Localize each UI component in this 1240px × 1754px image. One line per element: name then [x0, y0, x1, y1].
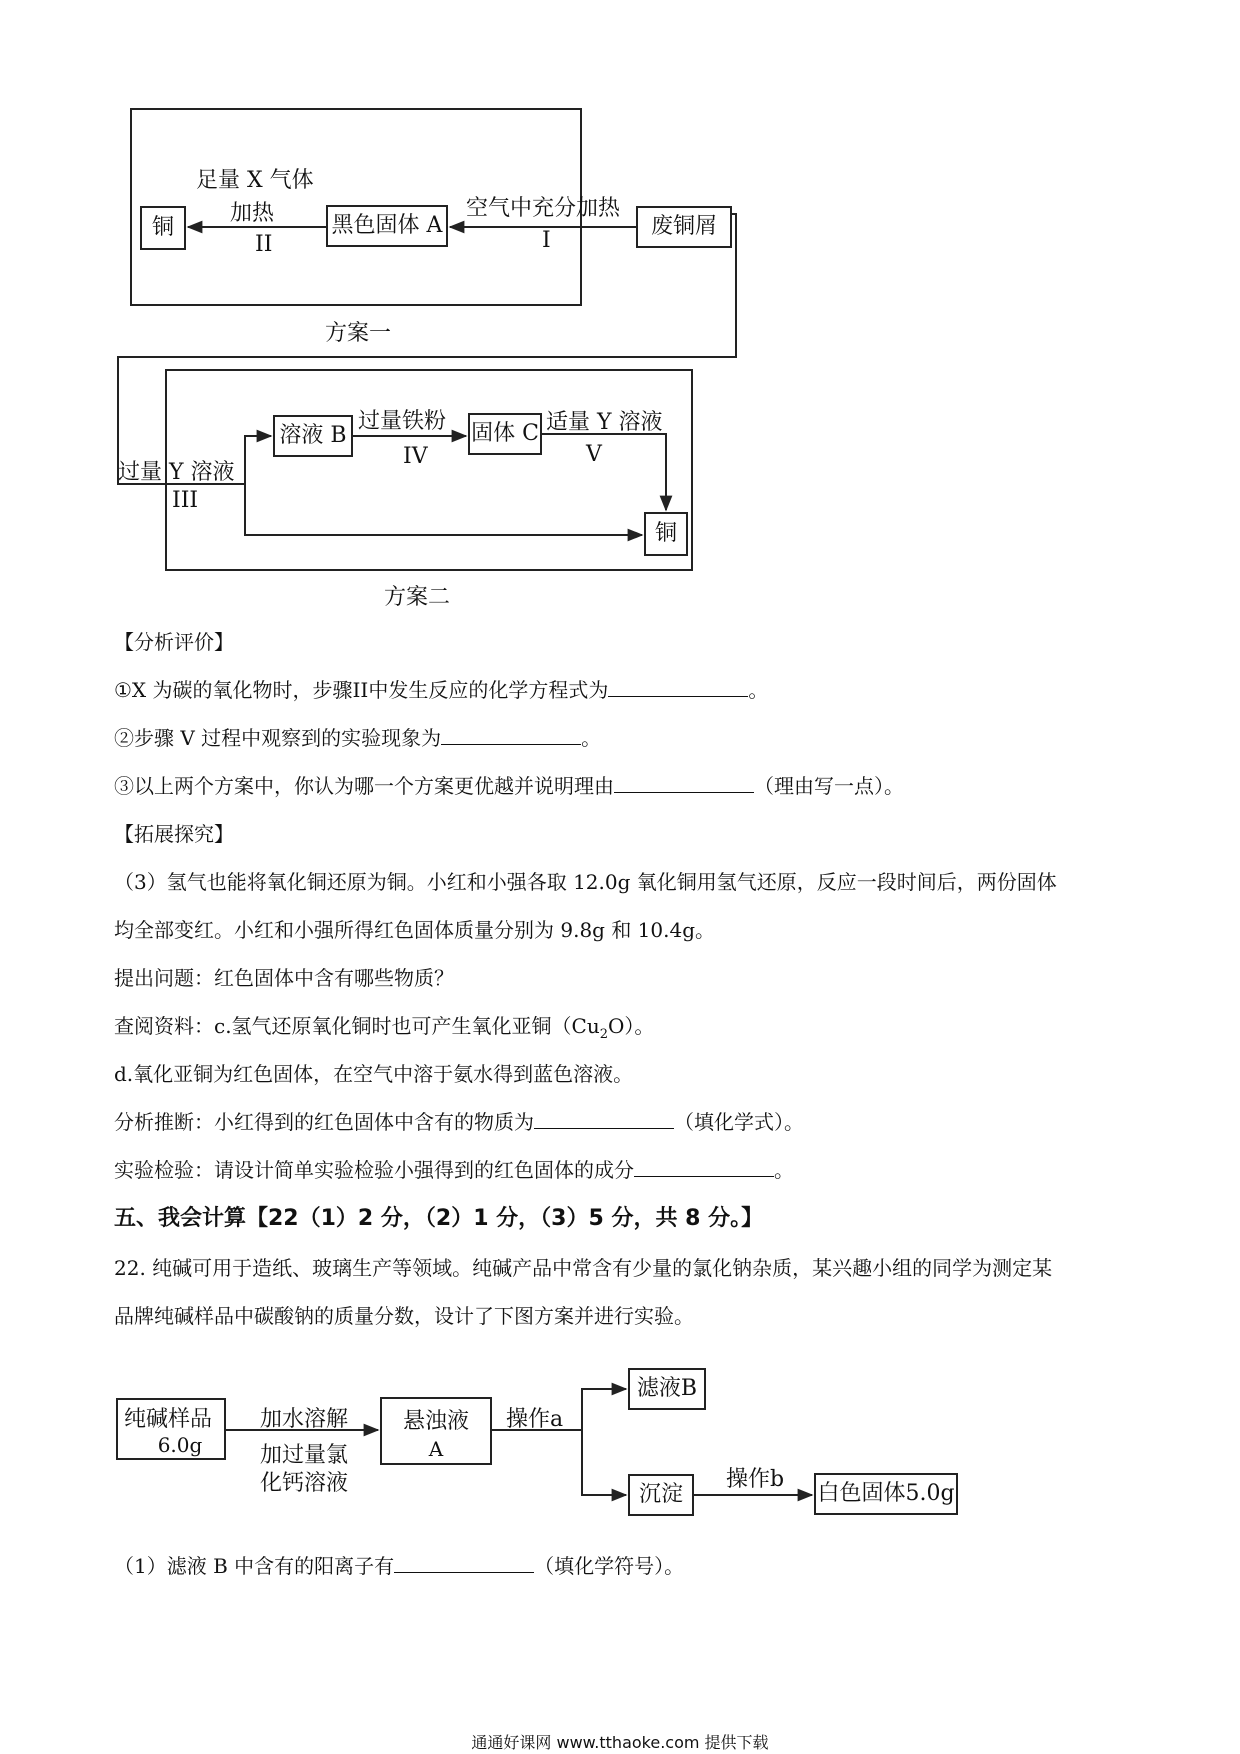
label-air-heat: 空气中充分加热 [466, 196, 621, 221]
node-suspension-line-1: 悬浊液 [402, 1409, 469, 1434]
question-1: ①X 为碳的氧化物时，步骤II中发生反应的化学方程式为 。 [114, 678, 769, 702]
node-solid-c-label: 固体 C [471, 421, 539, 446]
answer-blank-2[interactable] [441, 724, 581, 745]
reference-c: 查阅资料：c.氢气还原氧化铜时也可产生氧化亚铜$(Cu_2O)$。 [114, 1014, 655, 1042]
question-22-part-1: （1）滤液 B 中含有的阳离子有 （填化学符号）。 [114, 1554, 685, 1578]
analysis-heading: 【分析评价】 [114, 630, 234, 654]
label-step-2: II [255, 232, 273, 257]
node-suspension-line-2: A [428, 1437, 444, 1461]
node-solution-b-label: 溶液 B [279, 423, 347, 448]
label-heat: 加热 [230, 201, 275, 226]
label-operation-b: 操作b [726, 1467, 785, 1492]
label-cacl2-line-1: 加过量氯 [260, 1443, 349, 1468]
part-3-line-1: （3）氢气也能将氧化铜还原为铜。小红和小强各取 12.0g 氧化铜用氢气还原，反应一段时间后，两份固体 [114, 870, 1057, 894]
node-sample-line-1: 纯碱样品 [123, 1407, 212, 1432]
node-sample-line-2: 6.0g [157, 1433, 203, 1457]
extend-heading: 【拓展探究】 [114, 822, 234, 846]
arrow-to-filtrate [582, 1389, 626, 1430]
caption-plan-two: 方案二 [384, 585, 451, 610]
question-3: ③以上两个方案中，你认为哪一个方案更优越并说明理由 （理由写一点）。 [114, 774, 904, 798]
verification: 实验检验：请设计简单实验检验小强得到的红色固体的成分 。 [114, 1158, 794, 1182]
arrow-to-precipitate [582, 1430, 626, 1495]
node-copper-1-label: 铜 [151, 215, 174, 240]
inference: 分析推断：小红得到的红色固体中含有的物质为 （填化学式）。 [114, 1110, 804, 1134]
label-step-5: V [586, 442, 602, 467]
node-black-solid-a-label: 黑色固体 A [331, 213, 443, 238]
raise-question: 提出问题：红色固体中含有哪些物质？ [114, 966, 454, 990]
plan-two-frame [165, 369, 693, 571]
answer-blank-1[interactable] [608, 676, 748, 697]
node-filtrate-b-label: 滤液B [636, 1376, 698, 1401]
question-22-line-2: 品牌纯碱样品中碳酸钠的质量分数，设计了下图方案并进行实验。 [114, 1304, 694, 1328]
label-cacl2-line-2: 化钙溶液 [260, 1471, 349, 1496]
node-waste-copper-label: 废铜屑 [650, 214, 717, 239]
reference-d: d.氧化亚铜为红色固体，在空气中溶于氨水得到蓝色溶液。 [114, 1062, 634, 1086]
question-2: ②步骤 V 过程中观察到的实验现象为 。 [114, 726, 602, 750]
answer-blank-4[interactable] [534, 1108, 674, 1129]
label-step-3: III [172, 488, 199, 513]
label-operation-a: 操作a [506, 1407, 564, 1432]
label-add-water: 加水溶解 [260, 1407, 349, 1432]
answer-blank-3[interactable] [614, 772, 754, 793]
page-footer: 通通好课网 www.tthaoke.com 提供下载 [471, 1733, 769, 1752]
label-step-1: I [542, 228, 551, 253]
answer-blank-5[interactable] [634, 1156, 774, 1177]
label-x-gas: 足量 X 气体 [196, 168, 314, 193]
label-iron-powder: 过量铁粉 [358, 409, 447, 434]
node-copper-2-label: 铜 [654, 521, 677, 546]
caption-plan-one: 方案一 [325, 321, 392, 346]
label-y-proper: 适量 Y 溶液 [546, 410, 663, 435]
question-22-line-1: 22. 纯碱可用于造纸、玻璃生产等领域。纯碱产品中常含有少量的氯化钠杂质，某兴趣小组的同学为测定某 [114, 1256, 1053, 1280]
label-y-excess: 过量 Y 溶液 [118, 460, 235, 485]
node-white-solid-label: 白色固体5.0g [817, 1481, 955, 1506]
label-step-4: IV [403, 444, 428, 469]
part-3-line-2: 均全部变红。小红和小强所得红色固体质量分别为 9.8g 和 10.4g。 [114, 918, 716, 942]
answer-blank-6[interactable] [394, 1552, 534, 1573]
section-5-heading: 五、我会计算【22（1）2 分，（2）1 分，（3）5 分，共 8 分。】 [114, 1206, 764, 1231]
node-precipitate-label: 沉淀 [638, 1482, 683, 1507]
